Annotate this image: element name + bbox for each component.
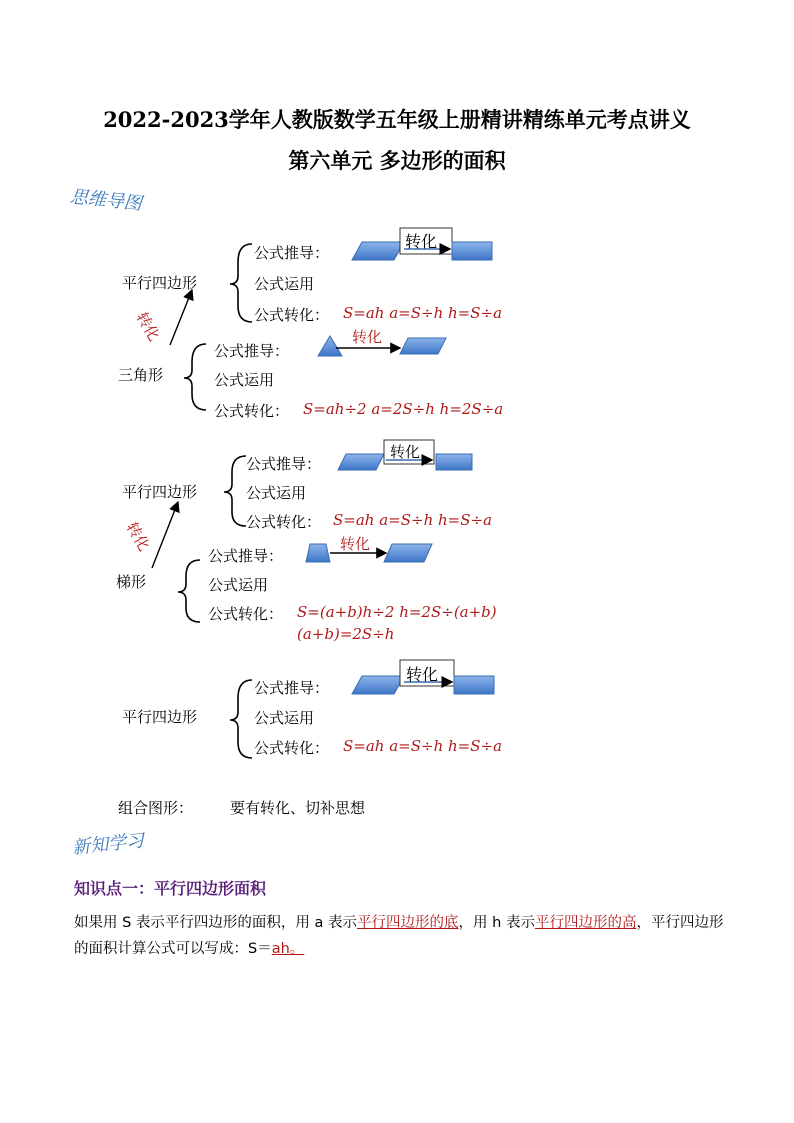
apply-label-2: 公式运用 <box>214 371 275 389</box>
knowledge-heading: 知识点一：平行四边形面积 <box>74 879 267 898</box>
underline-base: 平行四边形的底 <box>357 915 459 931</box>
apply-label-5: 公式运用 <box>254 709 315 727</box>
convert-label-2: 公式转化： <box>214 402 290 420</box>
mindmap-banner: 思维导图 <box>68 186 143 215</box>
parallelogram-shape-5 <box>352 676 404 694</box>
combo-label: 组合图形： <box>118 799 194 817</box>
derive-label-1: 公式推导： <box>254 244 330 262</box>
node-parallelogram-1: 平行四边形 <box>122 274 198 292</box>
rectangle-shape <box>452 242 492 260</box>
transform-box-label-3: 转化 <box>390 443 421 461</box>
brace-block3 <box>224 456 246 526</box>
apply-label-3: 公式运用 <box>246 484 307 502</box>
rectangle-shape-5 <box>454 676 494 694</box>
parallelogram-shape-4 <box>384 544 432 562</box>
arrow-label-2: 转化 <box>122 519 154 554</box>
transform-box-label-5: 转化 <box>406 665 439 684</box>
transform-box-label-1: 转化 <box>405 232 438 251</box>
node-trapezoid: 梯形 <box>116 573 147 591</box>
parallelogram-shape-3 <box>338 454 384 470</box>
brace-block5 <box>230 680 252 758</box>
convert-label-4: 公式转化： <box>208 605 284 623</box>
rectangle-shape-3 <box>436 454 472 470</box>
parallelogram-shape <box>352 242 404 260</box>
underline-answer: ah。 <box>271 941 305 957</box>
doc-title: 2022-2023学年人教版数学五年级上册精讲精练单元考点讲义 <box>103 107 691 132</box>
arrow-label-triangle: 转化 <box>352 328 383 346</box>
knowledge-paragraph: 如果用 S 表示平行四边形的面积，用 a 表示平行四边形的底，用 h 表示平行四边形的高，平行四边形的面积计算公式可以写成：S＝ah。 <box>74 915 724 957</box>
node-parallelogram-3: 平行四边形 <box>122 708 198 726</box>
node-triangle: 三角形 <box>118 366 164 384</box>
formula-5: S=ah a=S÷h h=S÷a <box>343 737 503 755</box>
newknow-banner: 新知学习 <box>71 830 146 859</box>
derive-label-2: 公式推导： <box>214 342 290 360</box>
node-parallelogram-2: 平行四边形 <box>122 483 198 501</box>
combo-text: 要有转化、切补思想 <box>230 799 366 817</box>
formula-3: S=ah a=S÷h h=S÷a <box>333 511 493 529</box>
apply-label-1: 公式运用 <box>254 275 315 293</box>
formula-1: S=ah a=S÷h h=S÷a <box>343 304 503 322</box>
parallelogram-shape-2 <box>400 338 446 354</box>
derive-label-5: 公式推导： <box>254 679 330 697</box>
formula-4b: (a+b)=2S÷h <box>297 625 395 643</box>
arrow-label-1: 转化 <box>132 309 164 344</box>
arrow-label-trapezoid: 转化 <box>340 535 371 553</box>
brace-block2 <box>184 344 206 410</box>
apply-label-4: 公式运用 <box>208 576 269 594</box>
formula-2: S=ah÷2 a=2S÷h h=2S÷a <box>303 400 504 418</box>
triangle-shape <box>318 336 342 356</box>
doc-subtitle: 第六单元 多边形的面积 <box>288 148 506 173</box>
underline-height: 平行四边形的高 <box>534 915 637 931</box>
derive-label-3: 公式推导： <box>246 455 322 473</box>
convert-label-1: 公式转化： <box>254 306 330 324</box>
brace-block4 <box>178 560 200 622</box>
convert-label-3: 公式转化： <box>246 513 322 531</box>
convert-label-5: 公式转化： <box>254 739 330 757</box>
trapezoid-shape <box>306 544 330 562</box>
derive-label-4: 公式推导： <box>208 547 284 565</box>
formula-4a: S=(a+b)h÷2 h=2S÷(a+b) <box>297 603 497 621</box>
brace-block1 <box>230 244 252 322</box>
